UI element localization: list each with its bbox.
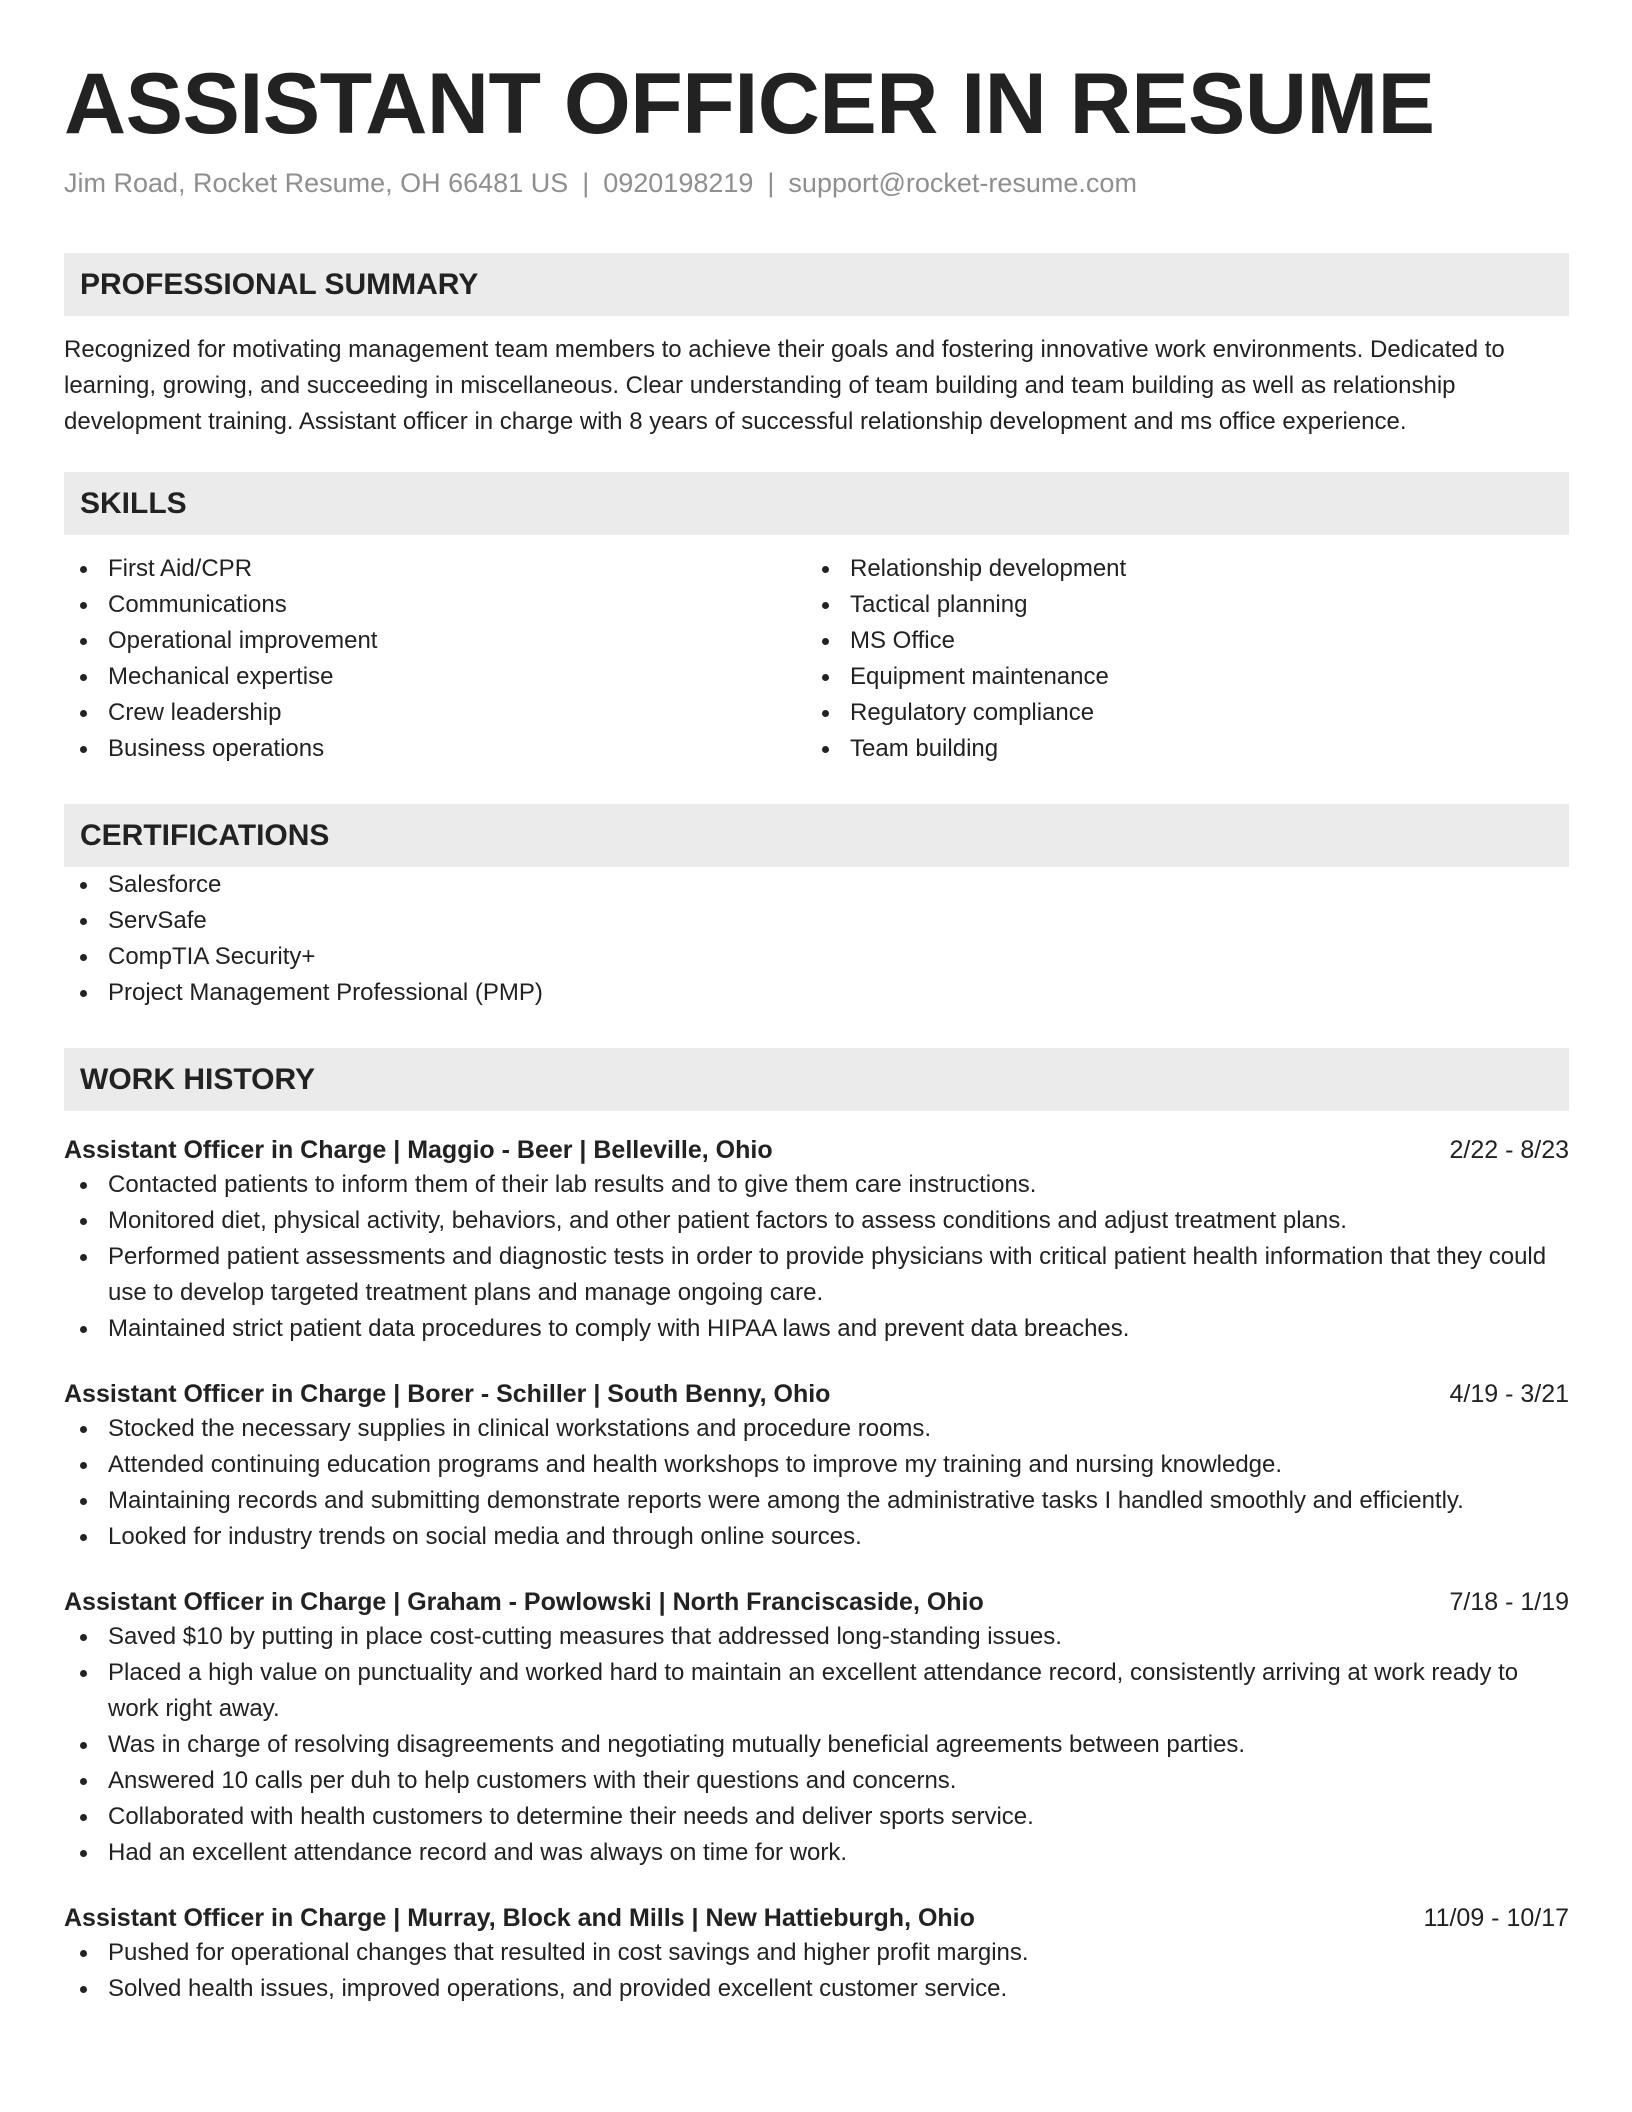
job-dates: 11/09 - 10/17 [1423, 1904, 1569, 1932]
certifications-heading: CERTIFICATIONS [64, 804, 1569, 867]
job-bullet: Stocked the necessary supplies in clinical workstations and procedure rooms. [64, 1411, 1569, 1447]
job-header [64, 1901, 1569, 1935]
job-header [64, 1133, 1569, 1167]
job-bullet: Solved health issues, improved operations, and provided excellent customer service. [64, 1971, 1569, 2007]
job-bullets [64, 1167, 1569, 1347]
job-bullet: Pushed for operational changes that resulted in cost savings and higher profit margins. [64, 1935, 1569, 1971]
skill-item: Relationship development [806, 551, 1548, 587]
contact-email: support@rocket-resume.com [788, 168, 1137, 198]
skills-list-right [806, 551, 1548, 767]
skill-item: MS Office [806, 623, 1548, 659]
job-bullet: Was in charge of resolving disagreements and negotiating mutually beneficial agreements between parties. [64, 1727, 1569, 1763]
job-title: Assistant Officer in Charge | Borer - Schiller | South Benny, Ohio [64, 1380, 831, 1408]
job-bullets [64, 1411, 1569, 1555]
job-bullet: Maintaining records and submitting demonstrate reports were among the administrative tasks I handled smoothly and efficiently. [64, 1483, 1569, 1519]
skill-item: Communications [64, 587, 806, 623]
job-dates: 2/22 - 8/23 [1449, 1136, 1569, 1164]
job-bullet: Monitored diet, physical activity, behaviors, and other patient factors to assess conditions and adjust treatment plans. [64, 1203, 1569, 1239]
job-bullets [64, 1619, 1569, 1871]
job-bullets [64, 1935, 1569, 2007]
skills-column-left [64, 551, 806, 767]
skill-item: Tactical planning [806, 587, 1548, 623]
contact-line [64, 166, 1569, 200]
skill-item: Business operations [64, 731, 806, 767]
job-header [64, 1377, 1569, 1411]
skill-item: Equipment maintenance [806, 659, 1548, 695]
job-bullet: Answered 10 calls per duh to help customers with their questions and concerns. [64, 1763, 1569, 1799]
skills-columns [64, 551, 1569, 767]
resume-title: ASSISTANT OFFICER IN RESUME [64, 56, 1435, 152]
certification-item: ServSafe [64, 903, 1569, 939]
certifications-list [64, 867, 1569, 1011]
job-bullet: Maintained strict patient data procedures to comply with HIPAA laws and prevent data breaches. [64, 1311, 1569, 1347]
skills-heading: SKILLS [64, 472, 1569, 535]
skill-item: First Aid/CPR [64, 551, 806, 587]
job-title: Assistant Officer in Charge | Murray, Block and Mills | New Hattieburgh, Ohio [64, 1904, 975, 1932]
job-bullet: Saved $10 by putting in place cost-cutting measures that addressed long-standing issues. [64, 1619, 1569, 1655]
job-bullet: Contacted patients to inform them of their lab results and to give them care instructions. [64, 1167, 1569, 1203]
skill-item: Mechanical expertise [64, 659, 806, 695]
work-history-heading: WORK HISTORY [64, 1048, 1569, 1111]
contact-separator: | [582, 168, 590, 198]
job-entry [64, 1901, 1569, 2007]
job-bullet: Collaborated with health customers to determine their needs and deliver sports service. [64, 1799, 1569, 1835]
summary-heading: PROFESSIONAL SUMMARY [64, 253, 1569, 316]
job-entry [64, 1585, 1569, 1871]
job-title: Assistant Officer in Charge | Maggio - Beer | Belleville, Ohio [64, 1136, 773, 1164]
job-entry [64, 1133, 1569, 1347]
job-dates: 4/19 - 3/21 [1449, 1380, 1569, 1408]
certification-item: CompTIA Security+ [64, 939, 1569, 975]
contact-address: Jim Road, Rocket Resume, OH 66481 US [64, 168, 569, 198]
skill-item: Regulatory compliance [806, 695, 1548, 731]
skill-item: Crew leadership [64, 695, 806, 731]
job-bullet: Had an excellent attendance record and was always on time for work. [64, 1835, 1569, 1871]
job-dates: 7/18 - 1/19 [1449, 1588, 1569, 1616]
contact-phone: 0920198219 [603, 168, 754, 198]
skills-list-left [64, 551, 806, 767]
job-entry [64, 1377, 1569, 1555]
skill-item: Team building [806, 731, 1548, 767]
job-bullet: Performed patient assessments and diagnostic tests in order to provide physicians with critical patient health information that they could use to develop targeted treatment plans and manage ongoing care. [64, 1239, 1569, 1311]
job-bullet: Placed a high value on punctuality and worked hard to maintain an excellent attendance record, consistently arriving at work ready to work right away. [64, 1655, 1569, 1727]
job-title: Assistant Officer in Charge | Graham - Powlowski | North Franciscaside, Ohio [64, 1588, 984, 1616]
work-history-list [64, 1133, 1569, 2007]
resume-content [64, 58, 1569, 2007]
summary-text: Recognized for motivating management team members to achieve their goals and fostering innovative work environments. Dedicated to learning, growing, and succeeding in miscellaneous. Clear understanding of team building and team building as well as relationship development training. Assistant officer in charge with 8 years of successful relationship development and ms office experience. [64, 336, 1505, 435]
skills-column-right [806, 551, 1548, 767]
certification-item: Project Management Professional (PMP) [64, 975, 1569, 1011]
skill-item: Operational improvement [64, 623, 806, 659]
job-header [64, 1585, 1569, 1619]
certification-item: Salesforce [64, 867, 1569, 903]
contact-separator: | [767, 168, 775, 198]
job-bullet: Attended continuing education programs and health workshops to improve my training and nursing knowledge. [64, 1447, 1569, 1483]
job-bullet: Looked for industry trends on social media and through online sources. [64, 1519, 1569, 1555]
